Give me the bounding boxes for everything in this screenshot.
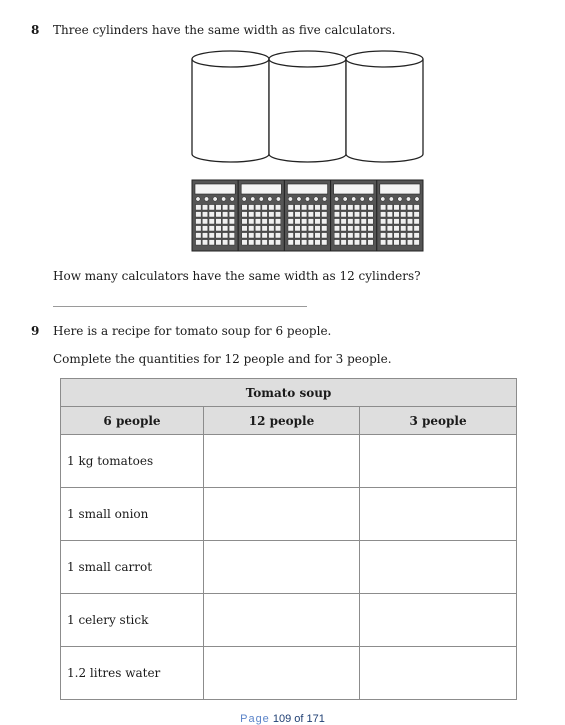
table-title: Tomato soup	[61, 379, 517, 407]
header-6-people: 6 people	[61, 407, 204, 435]
ingredient-cell: 1 small onion	[61, 488, 204, 541]
ingredient-cell: 1 celery stick	[61, 594, 204, 647]
question-8-prompt: How many calculators have the same width as 12 cylinders?	[53, 269, 421, 283]
calculator	[377, 180, 423, 251]
page-label: Page	[240, 713, 270, 725]
answer-line[interactable]	[53, 306, 307, 307]
answer-cell-12[interactable]	[204, 594, 360, 647]
calculator	[238, 180, 284, 251]
table-row	[61, 541, 517, 594]
answer-cell-12[interactable]	[204, 435, 360, 488]
tomato-soup-table	[60, 378, 517, 700]
cylinder	[192, 51, 269, 162]
cylinder	[346, 51, 423, 162]
question-8-number: 8	[31, 23, 40, 37]
question-9-text: Here is a recipe for tomato soup for 6 people.	[53, 324, 332, 338]
table-row	[61, 594, 517, 647]
calculator	[284, 180, 330, 251]
answer-cell-3[interactable]	[360, 647, 517, 700]
table-row	[61, 488, 517, 541]
ingredient-cell: 1.2 litres water	[61, 647, 204, 700]
page-number: 109 of 171	[272, 713, 325, 725]
calculator	[331, 180, 377, 251]
header-3-people: 3 people	[360, 407, 517, 435]
header-12-people: 12 people	[204, 407, 360, 435]
question-8-text: Three cylinders have the same width as five calculators.	[53, 23, 396, 37]
question-9-number: 9	[31, 324, 40, 338]
cylinder-group	[192, 51, 423, 162]
cylinder	[269, 51, 346, 162]
answer-cell-12[interactable]	[204, 541, 360, 594]
cylinders-and-calculators-figure	[185, 44, 430, 259]
page-footer	[0, 713, 565, 725]
calculator	[192, 180, 238, 251]
answer-cell-3[interactable]	[360, 541, 517, 594]
calculator-group	[192, 180, 423, 251]
question-9-instruction: Complete the quantities for 12 people and for 3 people.	[53, 352, 392, 366]
answer-cell-3[interactable]	[360, 488, 517, 541]
table-row	[61, 647, 517, 700]
answer-cell-3[interactable]	[360, 594, 517, 647]
ingredient-cell: 1 small carrot	[61, 541, 204, 594]
table-row	[61, 435, 517, 488]
ingredient-cell: 1 kg tomatoes	[61, 435, 204, 488]
answer-cell-12[interactable]	[204, 488, 360, 541]
answer-cell-12[interactable]	[204, 647, 360, 700]
answer-cell-3[interactable]	[360, 435, 517, 488]
